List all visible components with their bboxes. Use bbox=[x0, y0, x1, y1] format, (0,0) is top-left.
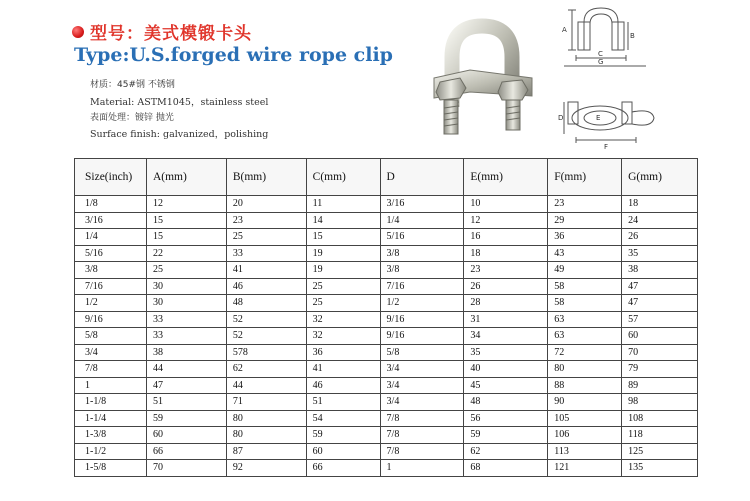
cell-d: 7/16 bbox=[380, 278, 464, 295]
table-body bbox=[75, 196, 698, 477]
title-english: Type:U.S.forged wire rope clip bbox=[74, 44, 393, 66]
cell-f: 121 bbox=[548, 460, 622, 477]
cell-g: 60 bbox=[622, 328, 698, 345]
cell-b: 52 bbox=[226, 311, 306, 328]
cell-g: 47 bbox=[622, 295, 698, 312]
cell-b: 20 bbox=[226, 196, 306, 213]
cell-f: 63 bbox=[548, 328, 622, 345]
drawing-label-g: G bbox=[598, 58, 604, 66]
cell-c: 25 bbox=[306, 295, 380, 312]
cell-e: 12 bbox=[464, 212, 548, 229]
cell-c: 36 bbox=[306, 344, 380, 361]
cell-a: 66 bbox=[146, 443, 226, 460]
cell-size: 5/16 bbox=[75, 245, 147, 262]
cell-d: 1/2 bbox=[380, 295, 464, 312]
technical-drawing bbox=[556, 2, 676, 152]
cell-b: 25 bbox=[226, 229, 306, 246]
cell-size: 1 bbox=[75, 377, 147, 394]
cell-e: 18 bbox=[464, 245, 548, 262]
col-header-g: G(mm) bbox=[622, 159, 698, 196]
cell-f: 88 bbox=[548, 377, 622, 394]
cell-d: 3/8 bbox=[380, 245, 464, 262]
cell-size: 1-3/8 bbox=[75, 427, 147, 444]
cell-b: 44 bbox=[226, 377, 306, 394]
cell-f: 58 bbox=[548, 295, 622, 312]
surface-english: Surface finish: galvanized，polishing bbox=[90, 129, 269, 140]
table-row bbox=[75, 295, 698, 312]
cell-c: 46 bbox=[306, 377, 380, 394]
red-bullet-icon bbox=[72, 26, 84, 38]
cell-b: 23 bbox=[226, 212, 306, 229]
cell-d: 9/16 bbox=[380, 328, 464, 345]
material-english: Material: ASTM1045，stainless steel bbox=[90, 97, 269, 108]
cell-f: 90 bbox=[548, 394, 622, 411]
cell-e: 40 bbox=[464, 361, 548, 378]
col-header-a: A(mm) bbox=[146, 159, 226, 196]
cell-g: 118 bbox=[622, 427, 698, 444]
cell-c: 15 bbox=[306, 229, 380, 246]
cell-g: 38 bbox=[622, 262, 698, 279]
cell-c: 59 bbox=[306, 427, 380, 444]
cell-size: 3/16 bbox=[75, 212, 147, 229]
cell-a: 30 bbox=[146, 278, 226, 295]
cell-c: 25 bbox=[306, 278, 380, 295]
cell-c: 14 bbox=[306, 212, 380, 229]
cell-size: 3/8 bbox=[75, 262, 147, 279]
cell-b: 578 bbox=[226, 344, 306, 361]
table-row bbox=[75, 410, 698, 427]
cell-g: 26 bbox=[622, 229, 698, 246]
spec-table bbox=[74, 158, 698, 477]
cell-g: 70 bbox=[622, 344, 698, 361]
cell-a: 70 bbox=[146, 460, 226, 477]
cell-d: 3/8 bbox=[380, 262, 464, 279]
table-row bbox=[75, 377, 698, 394]
cell-c: 66 bbox=[306, 460, 380, 477]
cell-f: 49 bbox=[548, 262, 622, 279]
table-row bbox=[75, 196, 698, 213]
cell-e: 28 bbox=[464, 295, 548, 312]
drawing-label-f: F bbox=[604, 143, 609, 151]
cell-size: 1/4 bbox=[75, 229, 147, 246]
cell-c: 54 bbox=[306, 410, 380, 427]
cell-c: 32 bbox=[306, 328, 380, 345]
cell-e: 48 bbox=[464, 394, 548, 411]
cell-d: 7/8 bbox=[380, 427, 464, 444]
cell-a: 47 bbox=[146, 377, 226, 394]
cell-f: 113 bbox=[548, 443, 622, 460]
cell-d: 1/4 bbox=[380, 212, 464, 229]
cell-d: 7/8 bbox=[380, 443, 464, 460]
cell-a: 12 bbox=[146, 196, 226, 213]
table-row bbox=[75, 245, 698, 262]
cell-e: 31 bbox=[464, 311, 548, 328]
cell-b: 92 bbox=[226, 460, 306, 477]
cell-a: 30 bbox=[146, 295, 226, 312]
cell-b: 48 bbox=[226, 295, 306, 312]
wire-rope-clip-photo bbox=[420, 12, 550, 147]
cell-g: 125 bbox=[622, 443, 698, 460]
table-row bbox=[75, 361, 698, 378]
cell-a: 15 bbox=[146, 229, 226, 246]
table-row bbox=[75, 278, 698, 295]
cell-size: 5/8 bbox=[75, 328, 147, 345]
table-row bbox=[75, 427, 698, 444]
table-row bbox=[75, 344, 698, 361]
cell-e: 16 bbox=[464, 229, 548, 246]
cell-a: 44 bbox=[146, 361, 226, 378]
cell-d: 7/8 bbox=[380, 410, 464, 427]
cell-d: 3/4 bbox=[380, 394, 464, 411]
cell-e: 10 bbox=[464, 196, 548, 213]
cell-d: 3/4 bbox=[380, 361, 464, 378]
col-header-f: F(mm) bbox=[548, 159, 622, 196]
col-header-c: C(mm) bbox=[306, 159, 380, 196]
col-header-e: E(mm) bbox=[464, 159, 548, 196]
cell-d: 1 bbox=[380, 460, 464, 477]
cell-b: 80 bbox=[226, 427, 306, 444]
drawing-label-e: E bbox=[596, 114, 601, 122]
cell-e: 34 bbox=[464, 328, 548, 345]
cell-f: 43 bbox=[548, 245, 622, 262]
cell-b: 33 bbox=[226, 245, 306, 262]
cell-d: 9/16 bbox=[380, 311, 464, 328]
cell-c: 11 bbox=[306, 196, 380, 213]
cell-e: 59 bbox=[464, 427, 548, 444]
cell-a: 60 bbox=[146, 427, 226, 444]
table-row bbox=[75, 460, 698, 477]
cell-g: 57 bbox=[622, 311, 698, 328]
cell-f: 72 bbox=[548, 344, 622, 361]
cell-size: 7/8 bbox=[75, 361, 147, 378]
drawing-label-c: C bbox=[598, 50, 603, 58]
cell-g: 98 bbox=[622, 394, 698, 411]
cell-e: 26 bbox=[464, 278, 548, 295]
cell-size: 1-5/8 bbox=[75, 460, 147, 477]
table-row bbox=[75, 212, 698, 229]
cell-f: 29 bbox=[548, 212, 622, 229]
cell-e: 23 bbox=[464, 262, 548, 279]
cell-g: 24 bbox=[622, 212, 698, 229]
cell-size: 1-1/2 bbox=[75, 443, 147, 460]
cell-d: 5/8 bbox=[380, 344, 464, 361]
cell-c: 19 bbox=[306, 245, 380, 262]
table-header-row bbox=[75, 159, 698, 196]
table-row bbox=[75, 311, 698, 328]
cell-b: 52 bbox=[226, 328, 306, 345]
cell-f: 58 bbox=[548, 278, 622, 295]
cell-size: 7/16 bbox=[75, 278, 147, 295]
cell-f: 105 bbox=[548, 410, 622, 427]
cell-a: 59 bbox=[146, 410, 226, 427]
cell-g: 35 bbox=[622, 245, 698, 262]
cell-size: 3/4 bbox=[75, 344, 147, 361]
table-row bbox=[75, 229, 698, 246]
cell-a: 15 bbox=[146, 212, 226, 229]
cell-d: 5/16 bbox=[380, 229, 464, 246]
cell-a: 25 bbox=[146, 262, 226, 279]
cell-e: 35 bbox=[464, 344, 548, 361]
cell-c: 32 bbox=[306, 311, 380, 328]
title-chinese: 型号：美式模锻卡头 bbox=[90, 24, 252, 44]
cell-size: 1-1/4 bbox=[75, 410, 147, 427]
cell-e: 62 bbox=[464, 443, 548, 460]
cell-b: 41 bbox=[226, 262, 306, 279]
cell-b: 87 bbox=[226, 443, 306, 460]
cell-g: 135 bbox=[622, 460, 698, 477]
cell-b: 62 bbox=[226, 361, 306, 378]
cell-b: 71 bbox=[226, 394, 306, 411]
surface-chinese: 表面处理：镀锌 抛光 bbox=[90, 113, 174, 123]
cell-a: 51 bbox=[146, 394, 226, 411]
table-row bbox=[75, 328, 698, 345]
cell-f: 63 bbox=[548, 311, 622, 328]
cell-d: 3/4 bbox=[380, 377, 464, 394]
cell-e: 56 bbox=[464, 410, 548, 427]
cell-size: 1/8 bbox=[75, 196, 147, 213]
cell-b: 46 bbox=[226, 278, 306, 295]
cell-b: 80 bbox=[226, 410, 306, 427]
cell-g: 47 bbox=[622, 278, 698, 295]
table-row bbox=[75, 262, 698, 279]
cell-c: 51 bbox=[306, 394, 380, 411]
table-row bbox=[75, 394, 698, 411]
cell-size: 1/2 bbox=[75, 295, 147, 312]
cell-f: 80 bbox=[548, 361, 622, 378]
col-header-b: B(mm) bbox=[226, 159, 306, 196]
cell-a: 33 bbox=[146, 311, 226, 328]
cell-c: 19 bbox=[306, 262, 380, 279]
cell-a: 38 bbox=[146, 344, 226, 361]
cell-c: 41 bbox=[306, 361, 380, 378]
cell-f: 23 bbox=[548, 196, 622, 213]
cell-g: 79 bbox=[622, 361, 698, 378]
cell-size: 1-1/8 bbox=[75, 394, 147, 411]
cell-d: 3/16 bbox=[380, 196, 464, 213]
drawing-label-d: D bbox=[558, 114, 564, 122]
cell-e: 45 bbox=[464, 377, 548, 394]
cell-a: 33 bbox=[146, 328, 226, 345]
col-header-size: Size(inch) bbox=[75, 159, 147, 196]
col-header-d: D bbox=[380, 159, 464, 196]
cell-c: 60 bbox=[306, 443, 380, 460]
cell-g: 89 bbox=[622, 377, 698, 394]
table-row bbox=[75, 443, 698, 460]
cell-g: 18 bbox=[622, 196, 698, 213]
drawing-label-b: B bbox=[630, 32, 635, 40]
cell-a: 22 bbox=[146, 245, 226, 262]
material-chinese: 材质：45#钢 不锈钢 bbox=[90, 80, 175, 90]
cell-f: 36 bbox=[548, 229, 622, 246]
cell-g: 108 bbox=[622, 410, 698, 427]
cell-e: 68 bbox=[464, 460, 548, 477]
cell-f: 106 bbox=[548, 427, 622, 444]
drawing-label-a: A bbox=[562, 26, 567, 34]
cell-size: 9/16 bbox=[75, 311, 147, 328]
